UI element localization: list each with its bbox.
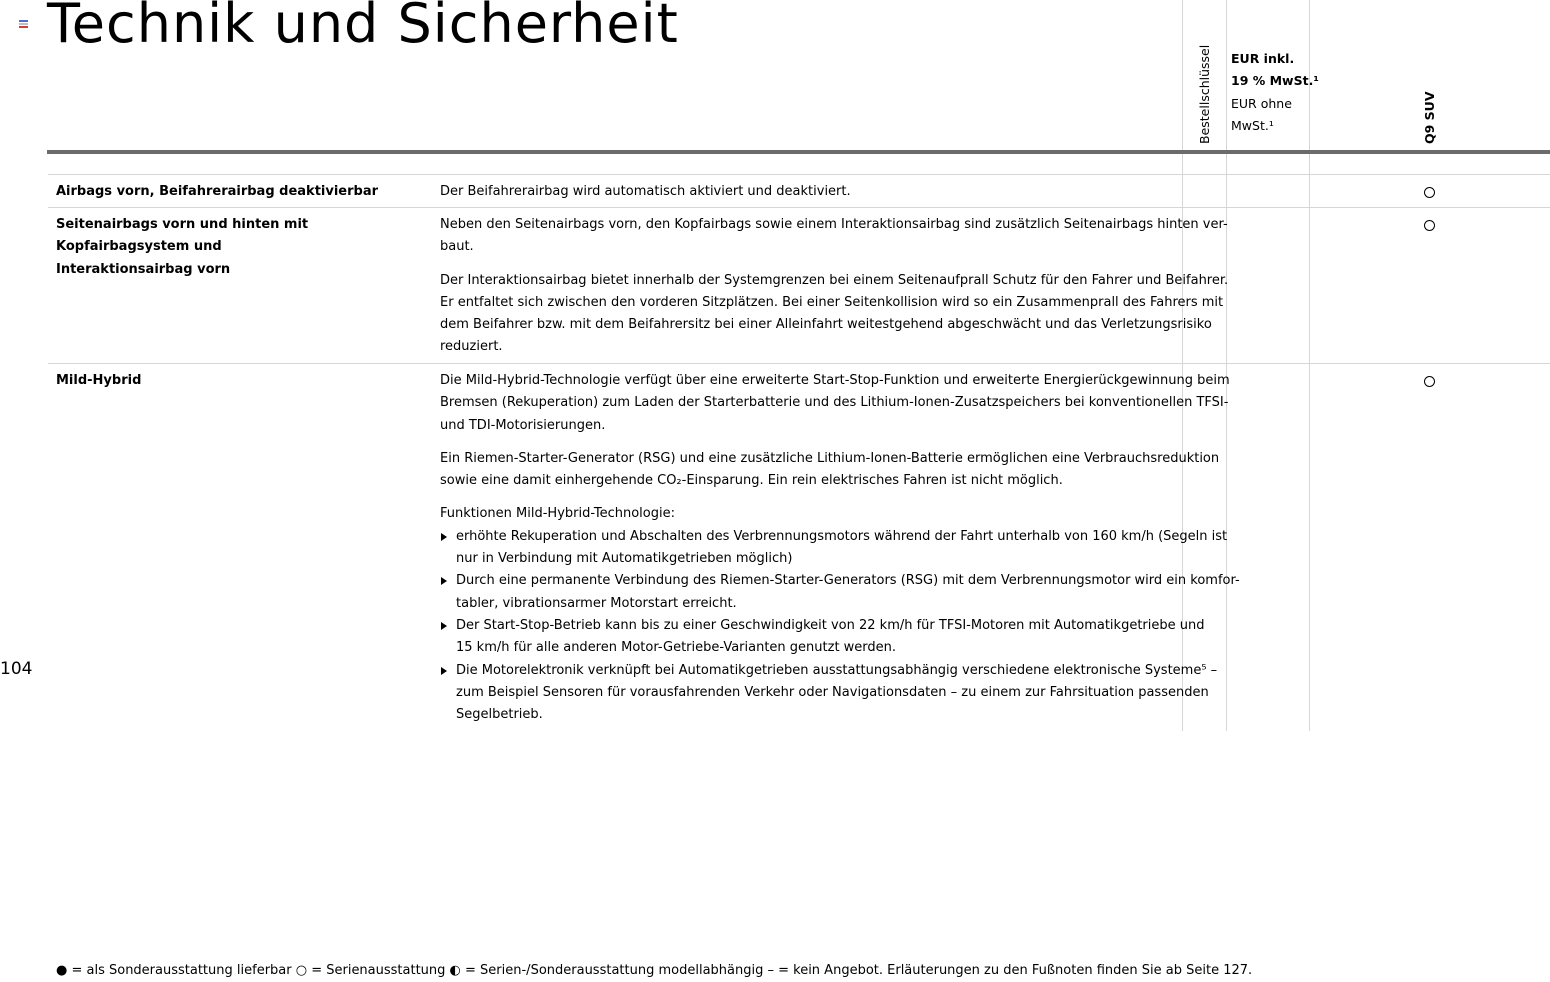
description-line: baut. bbox=[440, 239, 474, 255]
list-item-line: nur in Verbindung mit Automatikgetrieben möglich) bbox=[456, 551, 793, 567]
serienausstattung-icon bbox=[1424, 187, 1435, 198]
feature-title: Mild-Hybrid bbox=[56, 373, 142, 388]
list-item-line: Durch eine permanente Verbindung des Riemen-Starter-Generators (RSG) mit dem Verbrennungsmotor wird ein komfor- bbox=[456, 573, 1240, 589]
column-divider bbox=[1226, 0, 1227, 731]
feature-description bbox=[440, 181, 1180, 203]
header-rule bbox=[47, 150, 1550, 154]
feature-title bbox=[56, 214, 426, 281]
description-line: reduziert. bbox=[440, 339, 503, 355]
list-item-line: Die Motorelektronik verknüpft bei Automatikgetrieben ausstattungsabhängig verschiedene elektronische Systeme⁵ – bbox=[456, 662, 1218, 678]
list-item-line: zum Beispiel Sensoren für vorausfahrenden Verkehr oder Navigationsdaten – zu einem zur Fahrsituation passenden bbox=[456, 684, 1209, 700]
feature-title-line: Seitenairbags vorn und hinten mit Kopfairbagsystem und bbox=[56, 217, 309, 255]
price-excl-line2: MwSt.¹ bbox=[1231, 117, 1274, 133]
bullet-triangle-icon bbox=[441, 577, 447, 585]
description-line: Er entfaltet sich zwischen den vorderen Sitzplätzen. Bei einer Seitenkollision wird so ein Zusammenprall des Fahrers mit bbox=[440, 294, 1224, 310]
description-line: Die Mild-Hybrid-Technologie verfügt über eine erweiterte Start-Stop-Funktion und erweiterte Energierückgewinnung beim bbox=[440, 373, 1230, 388]
page-title: Technik und Sicherheit bbox=[47, 0, 679, 55]
serienausstattung-icon bbox=[1424, 220, 1435, 231]
price-incl-line2: 19 % MwSt.¹ bbox=[1231, 73, 1319, 89]
row-divider bbox=[48, 174, 1550, 175]
list-item-line: 15 km/h für alle anderen Motor-Getriebe-Varianten genutzt werden. bbox=[456, 640, 897, 656]
serienausstattung-icon bbox=[1424, 376, 1435, 387]
description-line: Ein Riemen-Starter-Generator (RSG) und eine zusätzliche Lithium-Ionen-Batterie ermöglichen eine Verbrauchsreduktion bbox=[440, 450, 1220, 466]
feature-title-line: Interaktionsairbag vorn bbox=[56, 261, 231, 277]
feature-list bbox=[440, 526, 1240, 727]
row-divider bbox=[48, 363, 1550, 364]
price-incl-line1: EUR inkl. bbox=[1231, 51, 1295, 66]
list-item-line: tabler, vibrationsarmer Motorstart erreicht. bbox=[456, 595, 737, 611]
description-line: Der Interaktionsairbag bietet innerhalb der Systemgrenzen bei einem Seitenaufprall Schutz für den Fahrer und Beifahrer. bbox=[440, 272, 1229, 288]
list-item-line: erhöhte Rekuperation und Abschalten des Verbrennungsmotors während der Fahrt unterhalb von 160 km/h (Segeln ist bbox=[456, 528, 1228, 544]
description-line: Bremsen (Rekuperation) zum Laden der Starterbatterie und des Lithium-Ionen-Zusatzspeichers bei konventionellen TFSI- bbox=[440, 395, 1229, 411]
bullet-triangle-icon bbox=[441, 667, 447, 675]
feature-title: Airbags vorn, Beifahrerairbag deaktivierbar bbox=[56, 184, 379, 199]
list-item-line: Segelbetrieb. bbox=[456, 707, 543, 723]
flag-icon bbox=[19, 20, 28, 27]
column-header-model: Q9 SUV bbox=[1422, 91, 1437, 144]
page-number: 104 bbox=[0, 659, 33, 679]
description-line: dem Beifahrer bzw. mit dem Beifahrersitz bei einer Alleinfahrt weitestgehend abgeschwächt und das Verletzungsrisiko bbox=[440, 317, 1212, 333]
description-line: und TDI-Motorisierungen. bbox=[440, 417, 606, 433]
list-item bbox=[440, 570, 1240, 615]
description-line: sowie eine damit einhergehende CO₂-Einsparung. Ein rein elektrisches Fahren ist nicht möglich. bbox=[440, 473, 1063, 489]
list-item-line: Der Start-Stop-Betrieb kann bis zu einer Geschwindigkeit von 22 km/h für TFSI-Motoren mit Automatikgetriebe und bbox=[456, 617, 1205, 633]
column-header-order-key: Bestellschlüssel bbox=[1197, 44, 1212, 144]
description-line: Funktionen Mild-Hybrid-Technologie: bbox=[440, 506, 675, 522]
list-item bbox=[440, 526, 1228, 571]
feature-description bbox=[440, 214, 1229, 359]
feature-description bbox=[440, 370, 1240, 726]
legend: ● = als Sonderausstattung lieferbar ○ = Serienausstattung ◐ = Serien-/Sonderausstattung modellabhängig – = kein Angebot. Erläuterungen zu den Fußnoten finden Sie ab Seite 127. bbox=[56, 963, 1253, 978]
row-divider bbox=[48, 207, 1550, 208]
description-line: Der Beifahrerairbag wird automatisch aktiviert und deaktiviert. bbox=[440, 184, 851, 199]
bullet-triangle-icon bbox=[441, 622, 447, 630]
list-item bbox=[440, 660, 1218, 727]
bullet-triangle-icon bbox=[441, 533, 447, 541]
column-header-price bbox=[1231, 48, 1319, 137]
price-excl-line1: EUR ohne bbox=[1231, 95, 1292, 111]
list-item bbox=[440, 615, 1205, 660]
description-line: Neben den Seitenairbags vorn, den Kopfairbags sowie einem Interaktionsairbag sind zusätzlich Seitenairbags hinten ver- bbox=[440, 217, 1228, 232]
